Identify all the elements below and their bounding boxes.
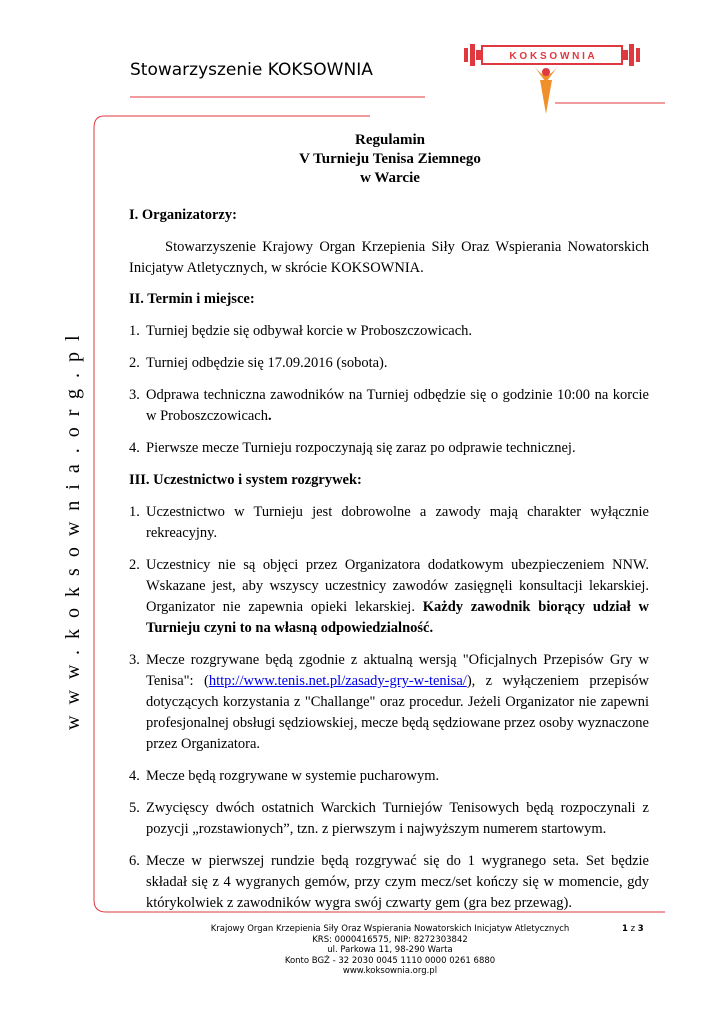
footer-krs-nip: KRS: 0000416575, NIP: 8272303842 — [312, 934, 468, 945]
list-item: 1. Uczestnictwo w Turnieju jest dobrowolne a zawody mają charakter wyłącznie rekreacyjny. — [129, 504, 649, 541]
footer-bank-account: Konto BGŻ - 32 2030 0045 1110 0000 0261 6880 — [284, 955, 496, 966]
footer-address: ul. Parkowa 11, 98-290 Warta — [327, 945, 453, 955]
footer-website: www.koksownia.org.pl — [342, 966, 438, 976]
responsibility-notice: Każdy zawodnik biorący udział w Turnieju czyni to na własną odpowiedzialność. — [146, 599, 650, 636]
page-number: 1 z 3 — [622, 924, 644, 934]
side-url-text: www.koksownia.org.pl — [62, 324, 84, 730]
tennis-rules-link[interactable]: http://www.tenis.net.pl/zasady-gry-w-tenisa/ — [208, 673, 467, 689]
document-body — [129, 205, 649, 925]
list-item: 4. Mecze będą rozgrywane w systemie pucharowym. — [129, 768, 440, 784]
list-item: 4. Pierwsze mecze Turnieju rozpoczynają się zaraz po odprawie technicznej. — [129, 440, 576, 456]
list-item: 5. Zwycięscy dwóch ostatnich Warckich Turniejów Tenisowych będą rozpoczynali z pozycji „rozstawionych”, tzn. z pierwszym i najwyższym numerem startowym. — [129, 800, 649, 837]
doc-title-line1: Regulamin — [354, 132, 425, 148]
logo-text: K O K S O W N I A — [509, 51, 595, 62]
section-heading-participation: III. Uczestnictwo i system rozgrywek: — [129, 472, 362, 488]
organizers-paragraph: Stowarzyszenie Krajowy Organ Krzepienia Siły Oraz Wspierania Nowatorskich Inicjatyw Atletycznych, w skrócie KOKSOWNIA. — [129, 239, 649, 276]
section-heading-date-place: II. Termin i miejsce: — [129, 291, 255, 307]
participation-list — [129, 502, 649, 914]
section-heading-organizers: I. Organizatorzy: — [129, 207, 237, 223]
list-item: 3. Mecze rozgrywane będą zgodnie z aktualną wersją "Oficjalnych Przepisów Gry w Tenisa": (http://www.tenis.net.pl/zasady-gry-w-tenisa/), z wyłączeniem przepisów dotyczących korzystania z "Challange" oraz procedur. Jeżeli Organizator nie zapewni profesjonalnej obsługi sędziowskiej, mecze będą sędziowane przez osoby wyznaczone przez Organizatora. — [129, 652, 649, 752]
org-name: Stowarzyszenie KOKSOWNIA — [130, 60, 373, 80]
list-item: 3. Odprawa techniczna zawodników na Turniej odbędzie się o godzinie 10:00 na korcie w Proboszczowicach. — [129, 387, 649, 424]
list-item: 2. Uczestnicy nie są objęci przez Organizatora dodatkowym ubezpieczeniem NNW. Wskazane jest, aby wszyscy uczestnicy zawodów zasięgnęli konsultacji lekarskiej. Organizator nie zapewnia opieki lekarskiej. Każdy zawodnik biorący udział w Turnieju czyni to na własną odpowiedzialność. — [129, 557, 650, 636]
date-place-list — [129, 321, 649, 459]
list-item: 2. Turniej odbędzie się 17.09.2016 (sobota). — [129, 355, 388, 371]
list-item: 6. Mecze w pierwszej rundzie będą rozgrywać się do 1 wygranego seta. Set będzie składał się z 4 wygranych gemów, przy czym mecz/set kończy się w momencie, gdy którykolwiek z zawodników wygra swój czwarty gem (gra bez przewag). — [129, 853, 649, 911]
page-footer — [130, 924, 650, 977]
side-url — [60, 324, 90, 730]
doc-title-line3: w Warcie — [360, 170, 420, 186]
footer-org-name: Krajowy Organ Krzepienia Siły Oraz Wspierania Nowatorskich Inicjatyw Atletycznych — [210, 924, 570, 934]
list-item: 1. Turniej będzie się odbywał korcie w Proboszczowicach. — [129, 323, 473, 339]
doc-title-line2: V Turnieju Tenisa Ziemnego — [299, 151, 481, 167]
